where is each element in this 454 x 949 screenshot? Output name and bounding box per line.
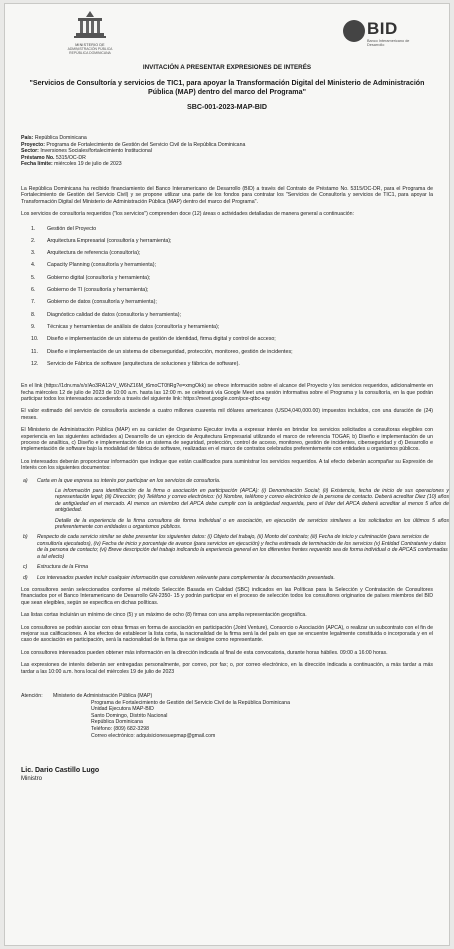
attention-label: Atención: <box>21 692 43 699</box>
meta-row: País: República Dominicana <box>21 135 87 141</box>
meta-row: Sector: Inversiones Sociales/fortalecimiento Institucional <box>21 148 152 155</box>
list-item: 4. Capacity Planning (consultoría y herramienta); <box>31 262 156 269</box>
list-item: 3. Arquitectura de referencia (consultoría); <box>31 250 141 257</box>
seal-line-1: MINISTERIO DE <box>75 43 105 47</box>
contact-email[interactable]: Correo electrónico: adquisicionesuepmap@gmail.com <box>91 732 216 739</box>
document-item: d) Los interesados pueden incluir cualquier información que consideren relevante para complementar la documentación presentada. <box>23 574 335 581</box>
bid-logo-icon <box>343 20 365 42</box>
project-metadata <box>21 135 449 168</box>
notice-page <box>4 3 450 946</box>
document-detail: Detalle de la experiencia de la firma consultora de forma individual o en asociación, en ejecución de servicios similares a los solicitados en los últimos 5 años preferentemente con entidades u organismos públicos. <box>55 517 449 531</box>
shortlist-paragraph: Las listas cortas incluirán un mínimo de cinco (5) y un máximo de ocho (8) firmas con una amplia representación geográfica. <box>21 612 307 619</box>
documents-list <box>23 478 449 581</box>
document-detail: La información para identificación de la firma o asociación en participación (APCA): (i) Denominación Social; (ii) Existencia, fecha de inicio de sus operaciones y representación legal; (iii) Dirección; (iv) Teléfono y correo electrónico: (v) Nombre, teléfono y correo electrónico de la persona de contacto. Deberá acreditar Diez (10) años de antigüedad en el mercado. Al menos un miembro del APCA debe cumplir con la antigüedad requerida, pero el líder del APCA deberá acreditar al menos 5 años de antigüedad. <box>55 488 449 514</box>
seal-line-2: ADMINISTRACIÓN PÚBLICA <box>67 47 113 51</box>
attention-block <box>21 693 449 739</box>
list-item: 7. Gobierno de datos (consultoría y herramienta); <box>31 299 157 306</box>
bid-wordmark: BID <box>367 19 398 38</box>
document-item: b) Respecto de cada servicio similar se debe presentar los siguientes datos: (i) Objeto del trabajo, (ii) Monto del contrato; (iii) Fecha de inicio y culminación (para servicios de consultoría ejecutados), (iv) Fecha de inicio y porcentaje de avance (para servicios en ejecución) y fecha estimada de terminación de los servicios (v) Entidad Contratante y datos de la persona de contacto; (vi) Breve descripción del trabajo indicando la experiencia general en los diferentes frentes requerido sea de forma individual o de APCAS conformadas a tal efecto) <box>23 534 448 560</box>
selection-paragraph: Los consultores serán seleccionados conforme al método Selección Basada en Calidad (SBC) indicados en las Políticas para la Selección y Contratación de Consultores financiados por el Banco Interamericano de Desarrollo GN-2350- 15 y podrán participar en el proceso de selección todos los consultores originarios de países miembros del BID que sean elegibles, según se especifica en dichas políticas. <box>21 586 433 606</box>
attention-line: Santo Domingo, Distrito Nacional <box>91 712 168 719</box>
notice-body <box>21 186 433 218</box>
ministry-seal <box>61 8 119 55</box>
list-item: 8. Diagnóstico calidad de datos (consultoría y herramienta); <box>31 311 181 318</box>
docs-paragraph: Los interesados deberán proporcionar información que indique que están cualificados para suministrar los servicios requeridos. A tal efecto deberán acompañar su Expresión de Interés con los siguientes documentos: <box>21 458 433 472</box>
ministry-building-icon <box>70 8 110 42</box>
signatory-role: Ministro <box>21 776 43 783</box>
header <box>5 4 449 62</box>
bid-subtitle: Banco Interamericano de Desarrollo <box>367 39 410 48</box>
signature-block <box>21 767 449 782</box>
signatory-name: Lic. Dario Castillo Lugo <box>21 767 100 775</box>
list-item: 5. Gobierno digital (consultoría y herramienta); <box>31 274 151 281</box>
list-item: 6. Gobierno de TI (consultoría y herramienta); <box>31 287 149 294</box>
document-item: a) Carta en la que expresa su interés por participar en los servicios de consultoría. <box>23 477 221 484</box>
invitation-title: INVITACIÓN A PRESENTAR EXPRESIONES DE INTERÉS <box>142 64 312 71</box>
intro-paragraph-2: Los servicios de consultoría requeridos ("los servicios") comprenden doce (12) áreas o actividades detalladas de manera general a continuación: <box>21 211 354 218</box>
list-item: 1. Gestión del Proyecto <box>31 225 97 232</box>
list-item: 12. Servicio de Fábrica de software (arquitectura de soluciones y fábrica de software). <box>31 360 240 367</box>
bid-logo <box>343 18 435 52</box>
attention-line: República Dominicana <box>91 719 143 726</box>
value-paragraph: El valor estimado del servicio de consultoría asciende a cuatro millones cuarenta mil dólares americanos (USD4,040,000.00) impuestos incluidos, con una duración de (24) meses. <box>21 408 433 421</box>
list-item: 2. Arquitectura Empresarial (consultoría y herramienta); <box>31 237 172 244</box>
process-code: SBC-001-2023-MAP-BID <box>186 103 268 111</box>
main-title: "Servicios de Consultoría y servicios de TIC1, para apoyar la Transformación Digital del Ministerio de Administración Pública (MAP) dentro del marco del Programa" <box>29 79 425 96</box>
delivery-paragraph: Las expresiones de interés deberán ser entregadas personalmente, por correo, por fax; o, por correo electrónico, en la dirección indicada a continuación, a más tardar a más tardar a las 10:00 a.m. hora local del miércoles 19 de julio de 2023 <box>21 662 433 675</box>
list-item: 11. Diseño e implementación de un sistema de ciberseguridad, protección, monitoreo, gestión de incidentes; <box>31 348 293 355</box>
link-paragraph[interactable]: En el link (https://1drv.ms/x/s!Ao3RA12rV_W6hZ16M_t6moCT0fiRg?e=xmgOkk) se ofrece información sobre el alcance del Proyecto y los servicios requeridos, adicionalmente en fecha miércoles 12 de julio de 2023 de 10:00 a.m. hasta las 12:00 m. se celebrará vía Google Meet una sesión informativa sobre el Programa y la consultoría, en la que podrán participar todos los interesados accediendo a través del siguiente link: https://meet.google.com/pce-qtbc-eqy <box>21 383 433 402</box>
meta-row: Fecha límite: miércoles 19 de julio de 2023 <box>21 161 122 168</box>
meta-row: Proyecto: Programa de Fortalecimiento de Gestión del Servicio Civil de la República Dominicana <box>21 141 246 148</box>
attention-line: Teléfono: (809) 682-3298 <box>91 725 149 732</box>
attention-line: Unidad Ejecutora MAP-BID <box>91 706 154 713</box>
notice-body-2 <box>21 383 433 471</box>
seal-line-3: REPÚBLICA DOMINICANA <box>69 51 111 55</box>
service-areas-list <box>31 226 449 374</box>
list-item: 9. Técnicas y herramientas de análisis de datos (consultoría y herramienta); <box>31 323 220 330</box>
attention-line: Ministerio de Administración Pública (MAP) <box>53 692 153 699</box>
info-paragraph: Los consultores interesados pueden obtener más información en la dirección indicada al final de esta convocatoria, durante horas hábiles. 09:00 a 16:00 horas. <box>21 649 388 656</box>
attention-line: Programa de Fortalecimiento de Gestión del Servicio Civil de la República Dominicana <box>91 699 290 706</box>
document-item: c) Estructura de la Firma <box>23 564 89 571</box>
intro-paragraph: La República Dominicana ha recibido financiamiento del Banco Interamericano de Desarrollo (BID) a través del Contrato de Préstamo No. 5315/OC-DR, para el Programa de Fortalecimiento de Gestión del Servicio Civil) y se propone utilizar una parte de los fondos para contratar los "Servicios de Consultoría y servicios de TIC1, para apoyar la Transformación Digital del Ministerio de Administración Pública (MAP) dentro del marco del Programa". <box>21 185 433 205</box>
association-paragraph: Los consultores se podrán asociar con otras firmas en forma de asociación en participación (Joint Venture), Consorcio o Asociación (APCA), o realizar un subcontrato con el fin de mejorar sus calificaciones. A los efectos de establecer la lista corta, la nacionalidad de la firma será la del país en que se encuentre legalmente constituida o incorporada y en el caso de asociación en participación, será la nacionalidad de la firma que se designe como representante. <box>21 624 433 644</box>
list-item: 10. Diseño e implementación de un sistema de gestión de identidad, firma digital y control de acceso; <box>31 336 276 343</box>
map-paragraph: El Ministerio de Administración Pública (MAP) en su carácter de Organismo Ejecutor invita a expresar interés en brindar los servicios solicitados a consultoras elegibles con experiencia en las siguientes actividades a) Desarrollo de un ejercicio de Arquitectura Empresarial utilizando el marco de referencia TOGAF, b) Diseño e implementación de un proceso de analítica, c) Diseño e implementación de un sistema de seguridad, protección, control de acceso, monitoreo, gestión de incidentes, ciberseguridad y d) Desarrollo e implementación de software bajo la modalidad de fábrica de software, realizadas en el marco de contratos celebrados preferentemente con entidades u organismos públicos. <box>21 427 433 453</box>
meta-row: Préstamo No. 5315/OC-DR <box>21 154 86 161</box>
notice-body-3 <box>21 587 433 675</box>
